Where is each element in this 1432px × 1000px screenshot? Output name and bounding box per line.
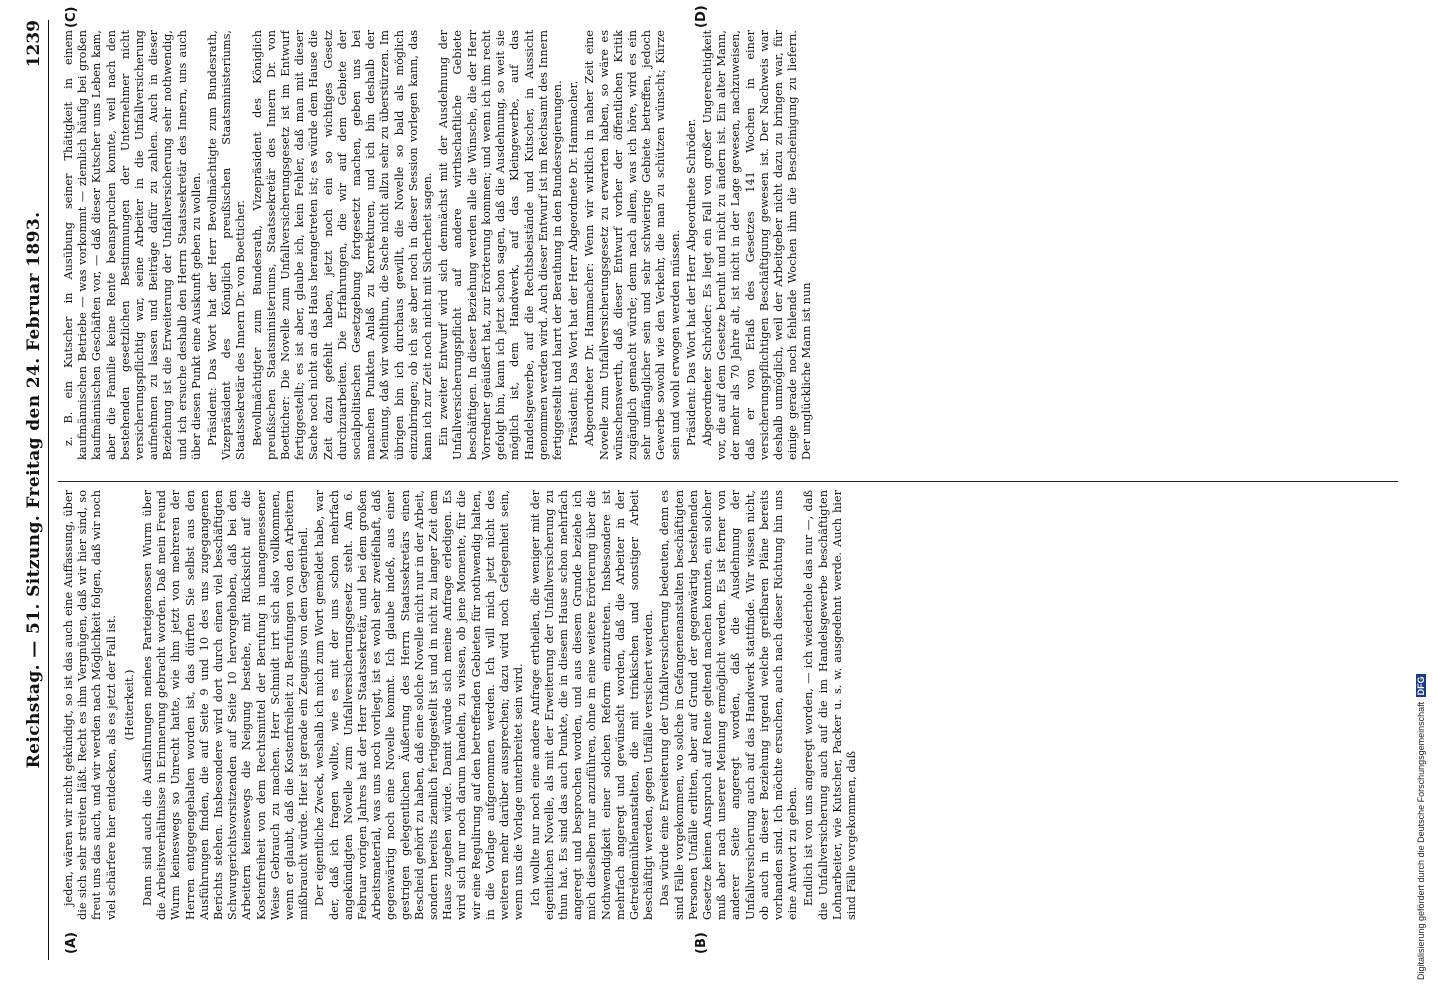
dfg-logo: DFG <box>1416 676 1426 696</box>
digitization-footer <box>1416 674 1426 980</box>
left-column <box>62 490 1392 920</box>
page-title: Reichstag. — 51. Sitzung. Freitag den 24. Februar 1893. <box>24 211 44 769</box>
left-paragraph: Das würde eine Erweiterung der Unfallversicherung bedeuten, denn es sind Fälle vorgekommen, wo solche in Gefangenenanstalten beschäftigten Personen Unfälle erlitten, aber auf Grund der gegenwärtig bestehenden Gesetze keinen Anspruch auf Rente geltend machen konnten, ein solcher muß aber nach unserer Meinung ermöglicht werden. Es ist ferner von anderer Seite angeregt worden, daß die Ausdehnung der Unfallversicherung auch auf das Handwerk stattfinde. Wir wissen nicht, ob auch in dieser Beziehung irgend welche greifbaren Pläne bereits vorhanden sind. Ich möchte ersuchen, auch nach dieser Richtung hin uns eine Antwort zu geben. <box>658 490 800 920</box>
page-number: 1239 <box>24 20 44 68</box>
footer-text: Digitalisierung gefördert durch die Deutsche Forschungsgemeinschaft <box>1416 701 1426 980</box>
right-paragraph: Abgeordneter Dr. Hammacher: Wenn wir wirklich in naher Zeit eine Novelle zum Unfallversicherungsgesetz zu erwarten haben, so wäre es wünschenswerth, daß dieser Entwurf vorher der öffentlichen Kritik zugänglich gemacht würde; denn nach allem, was ich höre, wird es ein sehr umfänglicher sein und sehr schwierige Gebiete betreffen, jedoch Gewerbe sowohl wie den Verkehr, die man zu schützen wünscht; Kürze sein und wohl erwogen werden müssen. <box>583 30 682 460</box>
page-header <box>16 20 50 960</box>
header-rule <box>48 20 49 960</box>
left-paragraph: Endlich ist von uns angeregt worden, — ich wiederhole das nur —, daß die Unfallversicherung auch auf die im Handelsgewerbe beschäftigten Lohnarbeiter, wie Kutscher, Packer u. s. w. ausgedehnt werde. Auch hier sind Fälle vorgekommen, daß <box>802 490 858 920</box>
left-paragraph: Dann sind auch die Ausführungen meines Parteigenossen Wurm über die Arbeitsverhältnisse in Erinnerung gebracht worden. Daß mein Freund Wurm keineswegs so Unrecht hatte, wie ihm jetzt von mehreren der Herren entgegengehalten worden ist, das dürften Sie selbst aus den Ausführungen finden, die auf Seite 9 und 10 des uns zugegangenen Berichts stehen. Insbesondere wird dort durch einen viel beschäftigten Schwurgerichtsvorsitzenden auf Seite 10 hervorgehoben, daß bei den Arbeitern keineswegs die Neigung bestehe, mit Rücksicht auf die Kostenfreiheit von dem Rechtsmittel der Berufung in unangemessener Weise Gebrauch zu machen. Herr Schmidt irrt sich also vollkommen, wenn er glaubt, daß die Kostenfreiheit zu Berufungen von den Arbeitern mißbraucht würde. Hier ist gerade ein Zeugnis von dem Gegentheil. <box>141 490 311 920</box>
left-paragraph: jeden, wären wir nicht gekündigt, so ist das auch eine Auffassung, über die sich sehr streiten läßt. Recht es ihm Vergnügen, daß wir hier sind, so freut uns das auch, und wir werden nach Möglichkeit folgen, daß wir noch viel schärfere hier entdecken, als es jetzt der Fall ist. <box>62 490 118 920</box>
column-divider <box>58 481 1398 482</box>
right-paragraph: z. B. ein Kutscher in Ausübung seiner Thätigkeit in einem kaufmännischen Betriebe — was vorkommt — ziemlich häufig bei großen kaufmännischen Geschäften vor, — daß dieser Kutscher ums Leben kam, aber die Familie keine Rente beanspruchen konnte, weil nach den bestehenden gesetzlichen Bestimmungen der Unternehmer nicht versicherungspflichtig war, seine Arbeiter in die Unfallversicherung aufnehmen zu lassen und Beiträge dafür zu zahlen. Auch in dieser Beziehung ist die Erweiterung der Unfallversicherung sehr nothwendig, und ich ersuche deshalb den Herrn Staatssekretär des Innern, uns auch über diesen Punkt eine Auskunft geben zu wollen. <box>62 30 203 460</box>
marker-b: (B) <box>694 932 709 954</box>
marker-d: (D) <box>694 5 709 28</box>
left-paragraph: Ich wollte nur noch eine andere Anfrage ertheilen, die weniger mit der eigentlichen Novelle, als mit der Erweiterung der Unfallversicherung zu thun hat. Es sind das auch Punkte, die in diesem Hause schon mehrfach angeregt und besprochen worden, und aus diesem Grunde beziehe ich mich dieselben nur anzuführen, ohne in eine weitere Erörterung über die Nothwendigkeit einer solchen Reform einzutreten. Insbesondere ist mehrfach angeregt und gewünscht worden, daß die Arbeiter in der Getreidemühlenanstalten, die mit trinkischen und sonstiger Arbeit beschäftigt werden, gegen Unfälle versichert werden. <box>528 490 656 920</box>
right-paragraph: Präsident: Das Wort hat der Herr Abgeordnete Dr. Hammacher. <box>567 80 581 446</box>
right-column <box>62 30 1392 460</box>
left-paragraph: (Heiterkeit.) <box>122 669 136 741</box>
marker-a: (A) <box>64 932 79 954</box>
left-paragraph: Der eigentliche Zweck, weshalb ich mich zum Wort gemeldet habe, war der, daß ich fragen wollte, wie es mit der uns schon mehrfach angekündigten Novelle zum Unfallversicherungsgesetz steht. Am 6. Februar vorigen Jahres hat der Herr Staatssekretär, und bei dem großen Arbeitsmaterial, was uns noch vorliegt, ist es wohl sehr zweifelhaft, daß gegenwärtig noch eine Novelle kommt. Ich glaube indeß, aus einer gestrigen gelegentlichen Äußerung des Herrn Staatssekretärs einen Bescheid gehört zu haben, daß eine solche Novelle nicht nur in der Arbeit, sondern bereits ziemlich fertiggestellt ist und in nicht zu langer Zeit dem Hause zugehen würde. Damit würde sich meine Anfrage erledigen. Es wird sich nur noch darum handeln, zu wissen, ob jene Momente, für die wir eine Regulirung auf den betreffenden Gebieten für nothwendig halten, in die Vorlage aufgenommen werden. Ich will mich jetzt nicht des weiteren mehr darüber aussprechen; dazu wird noch Gelegenheit sein, wenn uns die Vorlage unterbreitet sein wird. <box>313 490 526 920</box>
right-paragraph: Präsident: Das Wort hat der Herr Abgeordnete Schröder. <box>684 118 698 446</box>
right-paragraph: Bevollmächtigter zum Bundesrath, Vizepräsident des Königlich preußischen Staatsministeriums, Staatssekretär des Innern Dr. von Boetticher: Die Novelle zum Unfallversicherungsgesetz ist im Entwurf fertiggestellt; es ist aber, glaube ich, kein Fehler, daß man mit dieser Sache noch nicht an das Haus herangetreten ist; es würde dem Hause die Zeit dazu gefehlt haben, jetzt noch ein so wichtiges Gesetz durchzuarbeiten. Die Erfahrungen, die wir auf dem Gebiete der socialpolitischen Gesetzgebung fortgesetzt machen, geben uns bei manchen Punkten Anlaß zu Korrekturen, und ich bin deshalb der Meinung, daß wir wohlthun, die Sache nicht allzu sehr zu überstürzen. Im übrigen bin ich durchaus gewillt, die Novelle so bald als möglich einzubringen; ob ich sie aber noch in dieser Session vorlegen kann, das kann ich zur Zeit noch nicht mit Sicherheit sagen. <box>250 30 435 460</box>
marker-c: (C) <box>64 6 79 28</box>
right-paragraph: Präsident: Das Wort hat der Herr Bevollmächtigte zum Bundesrath, Vizepräsident des Königlich preußischen Staatsministeriums, Staatssekretär des Innern Dr. von Boetticher. <box>206 30 248 460</box>
right-paragraph: Abgeordneter Schröder: Es liegt ein Fall von großer Ungerechtigkeit vor, die auf dem Gesetze beruht und nicht zu ändern ist. Ein alter Mann, der mehr als 70 Jahre alt, ist nicht in der Lage gewesen, nachzuweisen, daß er von Erlaß des Gesetzes 141 Wochen in einer versicherungspflichtigen Beschäftigung gewesen ist. Der Nachweis war deshalb unmöglich, weil der Arbeitgeber nicht dazu zu bringen war, für einige gerade noch fehlende Wochen ihm die Bescheinigung zu liefern. Der unglückliche Mann ist nun <box>700 30 814 460</box>
right-paragraph: Ein zweiter Entwurf wird sich demnächst mit der Ausdehnung der Unfallversicherungspflicht auf andere wirthschaftliche Gebiete beschäftigen. In dieser Beziehung werden alle die Wünsche, die der Herr Vorredner geäußert hat, zur Erörterung kommen; und wenn ich ihm recht gefolgt bin, kann ich jetzt schon sagen, daß die Ausdehnung, so weit sie möglich ist, dem Handwerk, auf das Kleingewerbe, auf das Handelsgewerbe, auf die Rechtsbeistände und Kutscher, in Aussicht genommen werden wird. Auch dieser Entwurf ist im Reichsamt des Innern fertiggestellt und harrt der Berathung in den Bundesregierungen. <box>437 30 564 460</box>
